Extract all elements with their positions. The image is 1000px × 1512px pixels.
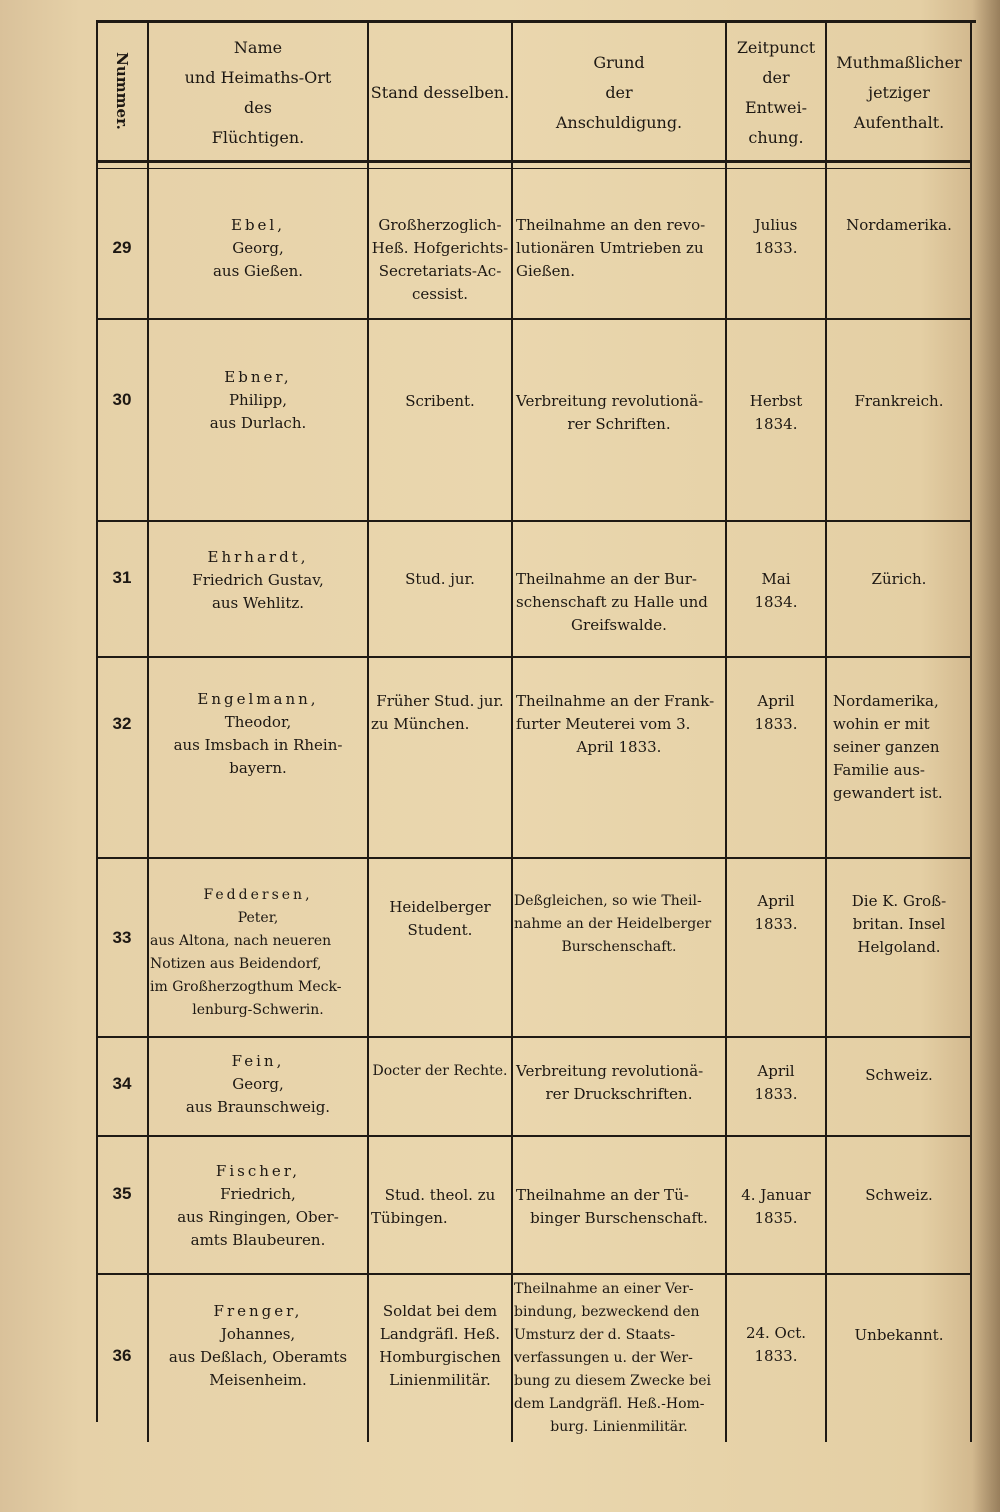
escape-date: Julius 1833. — [754, 216, 798, 257]
fugitive-stand: Stud. theol. zu Tübingen. — [371, 1186, 496, 1227]
fugitive-stand: Heidelberger Student. — [389, 898, 491, 939]
fugitive-stand: Früher Stud. jur. zu München. — [371, 692, 504, 733]
accusation-reason: Verbreitung revolutionä- rer Druckschriften. — [516, 1062, 704, 1103]
escape-date: 24. Oct. 1833. — [745, 1324, 807, 1365]
presumed-location: Die K. Groß- britan. Insel Helgoland. — [851, 892, 947, 956]
accusation-reason: Theilnahme an einer Ver- bindung, bezweckend den Umsturz der d. Staats- verfassungen u. der Wer- bung zu diesem Zwecke bei dem Landgräfl. Heß.-Hom- burg. Linienmilitär. — [514, 1281, 711, 1435]
row-number: 34 — [112, 1074, 132, 1093]
row-number: 35 — [112, 1184, 132, 1203]
escape-date: Mai 1834. — [754, 570, 798, 611]
header-rule — [96, 160, 972, 163]
header-zeitpunct: Zeitpunct der Entwei- chung. — [736, 38, 816, 147]
row-number: 36 — [112, 1346, 132, 1365]
fugitive-name: Ebel, Georg, aus Gießen. — [212, 216, 304, 280]
row-number: 33 — [112, 928, 132, 947]
escape-date: April 1833. — [754, 692, 798, 733]
fugitive-name: Fein, Georg, aus Braunschweig. — [185, 1052, 331, 1116]
fugitive-stand: Soldat bei dem Landgräfl. Heß. Homburgischen Linienmilitär. — [379, 1302, 501, 1389]
fugitive-stand: Stud. jur. — [405, 570, 475, 588]
accusation-reason: Verbreitung revolutionä- rer Schriften. — [516, 392, 704, 433]
accusation-reason: Theilnahme an der Bur- schenschaft zu Halle und Greifswalde. — [516, 570, 708, 634]
fugitive-stand: Großherzoglich- Heß. Hofgerichts- Secretariats-Ac- cessist. — [371, 216, 509, 303]
header-grund: Grund der Anschuldigung. — [555, 53, 683, 132]
header-rule-thin — [96, 168, 972, 169]
escape-date: April 1833. — [754, 892, 798, 933]
accusation-reason: Theilnahme an den revo- lutionären Umtrieben zu Gießen. — [516, 216, 706, 280]
row-rule — [96, 1036, 972, 1038]
row-rule — [96, 857, 972, 859]
fugitive-name: Feddersen, Peter, aus Altona, nach neueren Notizen aus Beidendorf, im Großherzogthum Meck- lenburg-Schwerin. — [150, 887, 342, 1018]
accusation-reason: Theilnahme an der Tü- binger Burschenschaft. — [516, 1186, 708, 1227]
presumed-location: Schweiz. — [865, 1186, 933, 1204]
presumed-location: Frankreich. — [854, 392, 944, 410]
row-number: 30 — [112, 390, 132, 409]
fugitive-stand: Scribent. — [405, 392, 475, 410]
escape-date: April 1833. — [754, 1062, 798, 1103]
presumed-location: Nordamerika, wohin er mit seiner ganzen Familie aus- gewandert ist. — [833, 692, 943, 802]
row-rule — [96, 656, 972, 658]
accusation-reason: Deßgleichen, so wie Theil- nahme an der Heidelberger Burschenschaft. — [514, 893, 712, 955]
fugitive-name: Engelmann, Theodor, aus Imsbach in Rhein- bayern. — [173, 690, 343, 777]
col-rule-6 — [970, 22, 972, 1442]
presumed-location: Zürich. — [871, 570, 927, 588]
col-rule-3 — [511, 22, 513, 1442]
row-number: 29 — [112, 238, 132, 257]
header-nummer: Nummer. — [113, 52, 131, 130]
fugitive-name: Fischer, Friedrich, aus Ringingen, Ober- amts Blaubeuren. — [177, 1162, 339, 1249]
page-edge-shadow — [972, 0, 1000, 1512]
fugitive-name: Ebner, Philipp, aus Durlach. — [209, 368, 307, 432]
escape-date: 4. Januar 1835. — [741, 1186, 811, 1227]
fugitive-name: Ehrhardt, Friedrich Gustav, aus Wehlitz. — [192, 548, 324, 612]
presumed-location: Nordamerika. — [846, 216, 952, 234]
row-rule — [96, 520, 972, 522]
table-top-rule — [96, 20, 976, 23]
row-rule — [96, 318, 972, 320]
col-rule-1 — [147, 22, 149, 1442]
row-number: 32 — [112, 714, 132, 733]
header-name: Name und Heimaths-Ort des Flüchtigen. — [184, 38, 332, 147]
presumed-location: Schweiz. — [865, 1066, 933, 1084]
fugitive-name: Frenger, Johannes, aus Deßlach, Oberamts Meisenheim. — [168, 1302, 348, 1389]
presumed-location: Unbekannt. — [854, 1326, 944, 1344]
header-stand: Stand desselben. — [370, 83, 510, 102]
accusation-reason: Theilnahme an der Frank- furter Meuterei vom 3. April 1833. — [516, 692, 715, 756]
fugitive-stand: Docter der Rechte. — [372, 1063, 508, 1079]
col-rule-5 — [825, 22, 827, 1442]
escape-date: Herbst 1834. — [749, 392, 803, 433]
header-aufenthalt: Muthmaßlicher jetziger Aufenthalt. — [836, 53, 962, 132]
col-rule-2 — [367, 22, 369, 1442]
row-rule — [96, 1135, 972, 1137]
row-rule — [96, 1273, 972, 1275]
row-number: 31 — [112, 568, 132, 587]
